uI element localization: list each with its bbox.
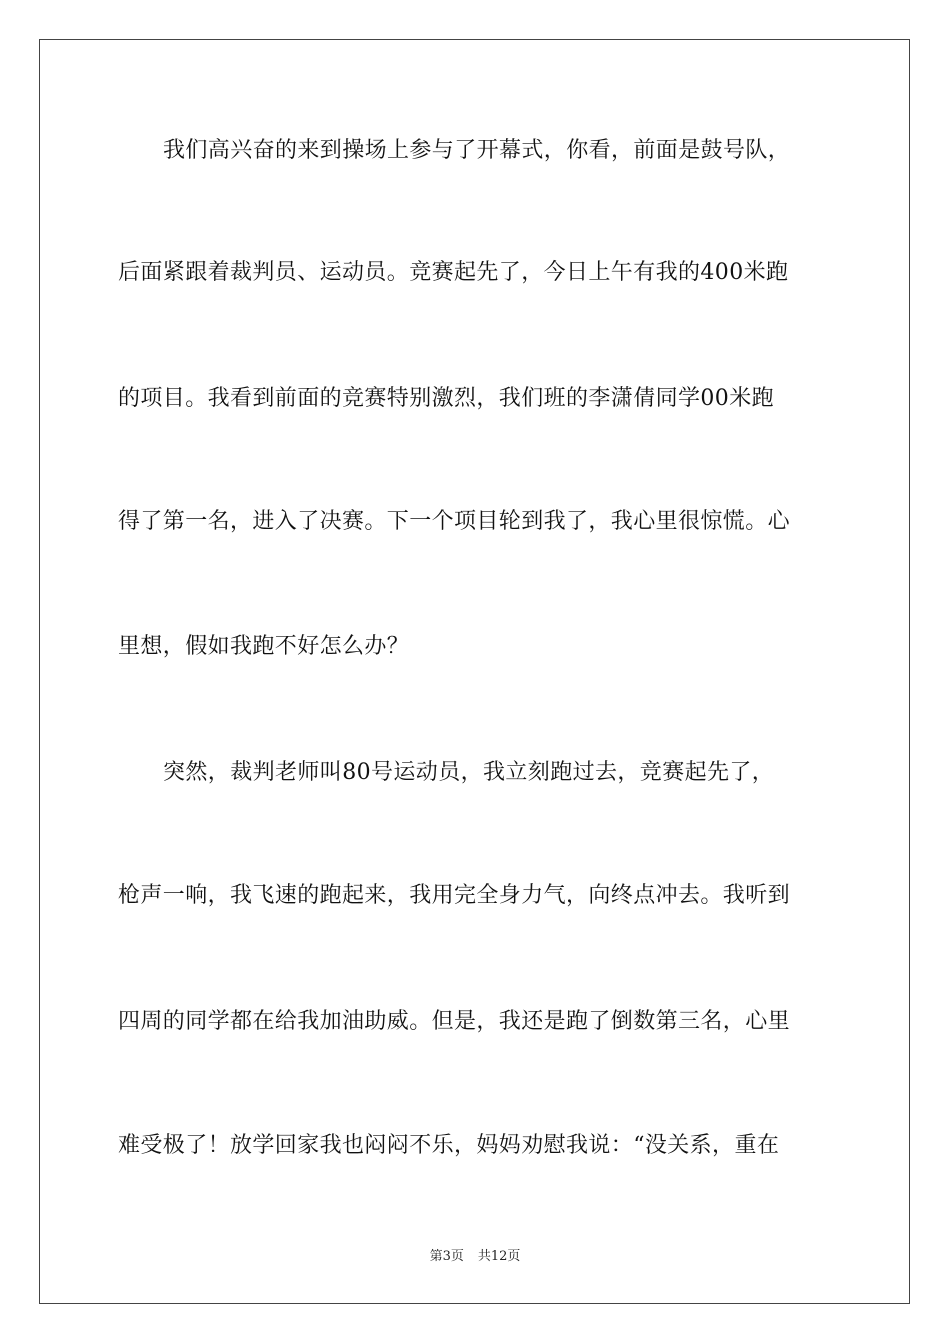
current-page-number: 第3页 [429,1249,464,1264]
paragraph-line: 四周的同学都在给我加油助威。但是，我还是跑了倒数第三名，心里 [118,1009,791,1034]
paragraph-line: 难受极了！放学回家我也闷闷不乐，妈妈劝慰我说：“没关系，重在 [118,1133,780,1158]
paragraph-line: 突然，裁判老师叫80号运动员，我立刻跑过去，竞赛起先了， [163,760,775,785]
paragraph-line: 得了第一名，进入了决赛。下一个项目轮到我了，我心里很惊慌。心 [118,509,791,534]
total-page-count: 共12页 [477,1249,521,1264]
page-border [39,39,910,1304]
page-footer [0,1248,950,1266]
paragraph-line: 枪声一响，我飞速的跑起来，我用完全身力气，向终点冲去。我听到 [118,883,791,908]
paragraph-line: 里想，假如我跑不好怎么办？ [118,634,410,659]
paragraph-line: 后面紧跟着裁判员、运动员。竞赛起先了，今日上午有我的400米跑 [118,260,789,285]
paragraph-line: 我们高兴奋的来到操场上参与了开幕式，你看，前面是鼓号队， [163,138,791,163]
paragraph-line: 的项目。我看到前面的竞赛特别激烈，我们班的李潇倩同学00米跑 [118,386,774,411]
